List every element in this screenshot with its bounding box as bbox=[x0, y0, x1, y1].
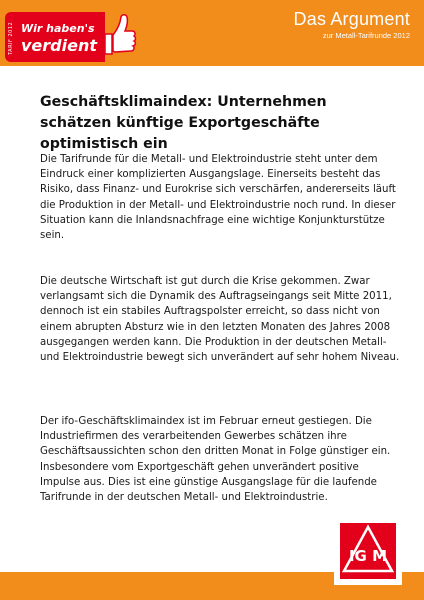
badge-slogan-line1: Wir haben's bbox=[21, 22, 95, 35]
badge-slogan-line2: verdient bbox=[21, 36, 97, 55]
article-paragraph: Die deutsche Wirtschaft ist gut durch die Krise gekommen. Zwar verlangsamt sich die Dynamik des Auftragseingangs seit Mitte 2011, dennoch ist ein stabiles Auftragspolster erreicht, so dass nicht von einem abrupten Absturz wie in den letzten Monaten des Jahres 2008 ausgegangen werden kann. Die Produktion in der deutschen Metall- und Elektroindustrie bewegt sich unverändert auf sehr hohem Niveau. bbox=[40, 276, 400, 364]
brochure-title: Das Argument bbox=[293, 9, 410, 29]
article-paragraph: Der ifo-Geschäftsklimaindex ist im Februar erneut gestiegen. Die Industriefirmen des verarbeitenden Gewerbes schätzen ihre Geschäftsaussichten schon den dritten Monat in Folge günstiger ein. Insbesondere vom Exportgeschäft gehen unverändert positive Impulse aus. Dies ist eine günstige Ausgangslage für die laufende Tarifrunde in der deutschen Metall- und Elektroindustrie. bbox=[40, 416, 391, 504]
article-paragraph: Die Tarifrunde für die Metall- und Elektroindustrie steht unter dem Eindruck einer komplizierten Ausgangslage. Einerseits besteht das Risiko, dass Finanz- und Eurokrise sich verschärfen, andererseits läuft die Produktion in der Metall- und Elektroindustrie noch rund. In dieser Situation kann die Inlandsnachfrage eine wichtige Konjunkturstütze sein. bbox=[40, 154, 396, 242]
ig-metall-logo bbox=[334, 517, 402, 585]
logo-lettering: IG M bbox=[348, 547, 388, 565]
campaign-badge bbox=[5, 12, 133, 62]
header-bar bbox=[0, 0, 424, 66]
badge-side-text: TARIF 2012 bbox=[8, 21, 14, 55]
thumbs-up-icon bbox=[101, 12, 137, 58]
article-title: Geschäftsklimaindex: Unternehmen schätzen künftige Exportgeschäfte optimistisch ein bbox=[40, 94, 327, 152]
brochure-subtitle: zur Metall-Tarifrunde 2012 bbox=[322, 31, 410, 40]
